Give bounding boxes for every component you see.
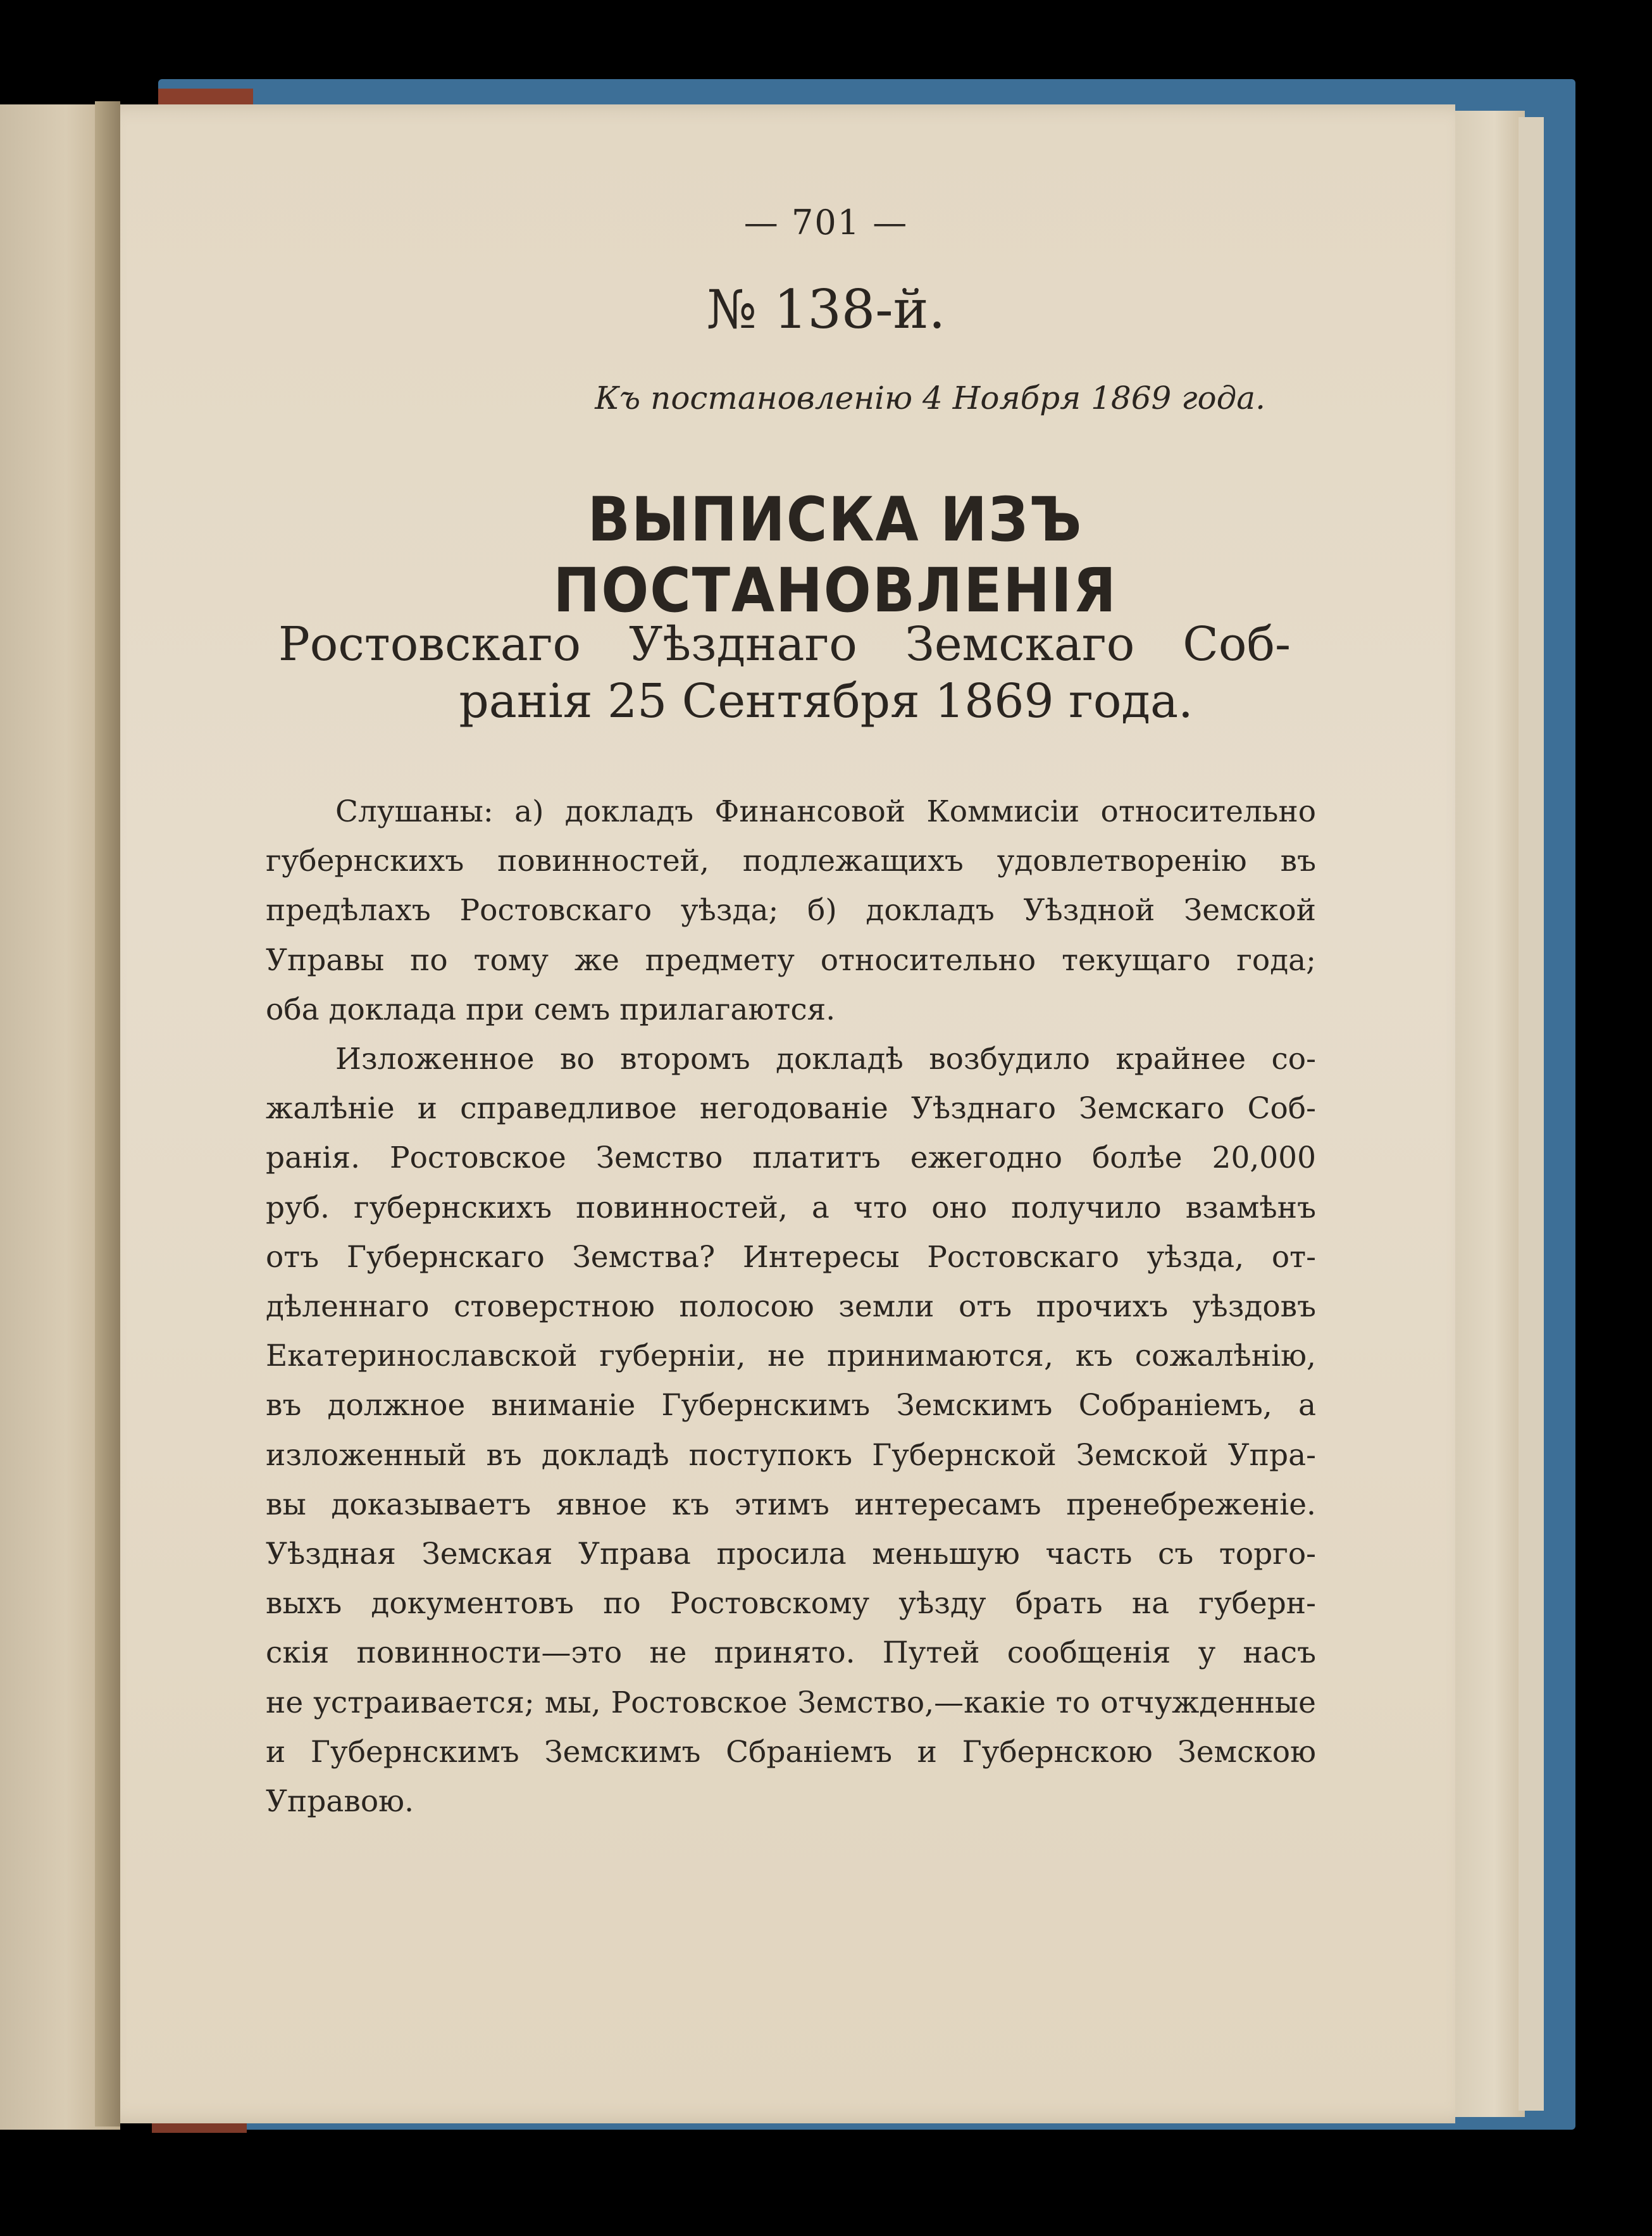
subtitle-line-2: ранія 25 Сентября 1869 года. (459, 674, 1193, 728)
body-line: ранія. Ростовское Земство платитъ ежегодно болѣе 20,000 (266, 1140, 1316, 1176)
page-edge (1449, 111, 1525, 2117)
body-line: губернскихъ повинностей, подлежащихъ удовлетворенію въ (266, 844, 1316, 879)
reference-line: Къ постановленію 4 Ноября 1869 года. (595, 380, 1265, 416)
body-line: Екатеринославской губерніи, не принимаются, къ сожалѣнію, (266, 1339, 1316, 1374)
book-gutter (95, 101, 120, 2127)
body-line: Уѣздная Земская Управа просила меньшую часть съ торго- (266, 1537, 1316, 1571)
page-number: — 701 — (743, 203, 909, 242)
body-line: предѣлахъ Ростовскаго уѣзда; б) докладъ Уѣздной Земской (266, 893, 1316, 928)
body-line: руб. губернскихъ повинностей, а что оно получило взамѣнъ (266, 1190, 1316, 1225)
body-line: вы доказываетъ явное къ этимъ интересамъ пренебреженіе. (266, 1487, 1316, 1522)
body-line: скія повинности—это не принято. Путей сообщенія у насъ (266, 1635, 1316, 1671)
body-line: не устраивается; мы, Ростовское Земство,—какіе то отчужденные (266, 1685, 1316, 1720)
body-line: дѣленнаго стоверстною полосою земли отъ прочихъ уѣздовъ (266, 1289, 1316, 1324)
body-line: отъ Губернскаго Земства? Интересы Ростовскаго уѣзда, от- (266, 1239, 1316, 1275)
subtitle-line-1: Ростовскаго Уѣзднаго Земскаго Соб- (278, 617, 1291, 671)
body-line: Изложенное во второмъ докладѣ возбудило крайнее со- (335, 1042, 1316, 1077)
body-line: жалѣніе и справедливое негодованіе Уѣзднаго Земскаго Соб- (266, 1091, 1316, 1127)
body-line: Управою. (266, 1784, 414, 1819)
page-edge-outer (1518, 117, 1544, 2111)
body-line: и Губернскимъ Земскимъ Сбраніемъ и Губернскою Земскою (266, 1734, 1316, 1770)
body-line: Слушаны: а) докладъ Финансовой Коммисіи относительно (335, 794, 1316, 829)
main-title: ВЫПИСКА ИЗЪ ПОСТАНОВЛЕНІЯ (553, 484, 1117, 626)
body-line: оба доклада при семъ прилагаются. (266, 992, 836, 1027)
body-line: выхъ документовъ по Ростовскому уѣзду брать на губерн- (266, 1586, 1316, 1621)
document-number: № 138-й. (706, 278, 946, 340)
body-line: изложенный въ докладѣ поступокъ Губернской Земской Упра- (266, 1437, 1316, 1473)
body-line: въ должное вниманіе Губернскимъ Земскимъ Собраніемъ, а (266, 1388, 1316, 1423)
body-line: Управы по тому же предмету относительно текущаго года; (266, 942, 1316, 978)
